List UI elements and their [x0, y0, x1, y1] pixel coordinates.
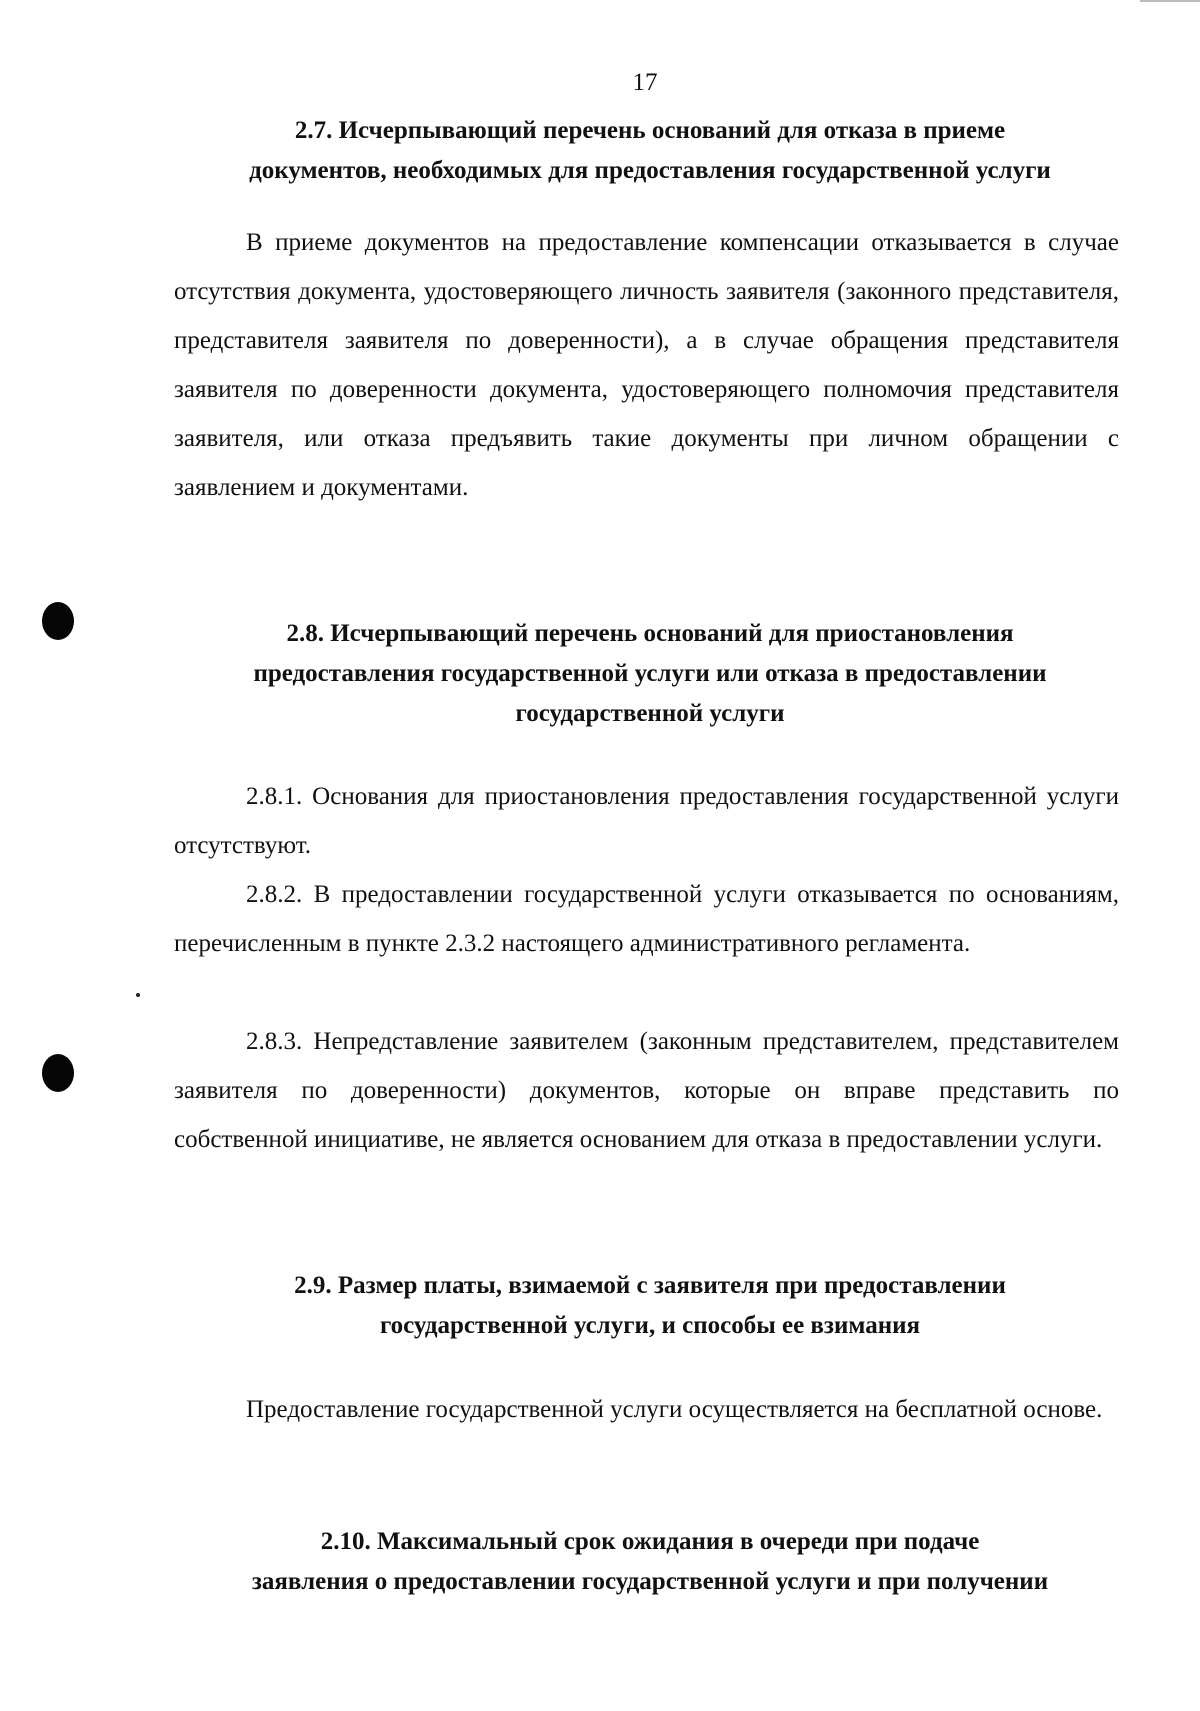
- section-2-10-heading-line2: заявления о предоставлении государственной услуги и при получении: [251, 1568, 1049, 1595]
- section-2-8-2-paragraph: 2.8.2. В предоставлении государственной услуги отказывается по основаниям, перечисленным в пункте 2.3.2 настоящего административного регламента.: [174, 881, 1119, 957]
- scan-speck: [136, 993, 140, 997]
- section-2-7-heading-line2: документов, необходимых для предоставления государственной услуги: [249, 157, 1051, 184]
- section-2-8-heading-line1: 2.8. Исчерпывающий перечень оснований для приостановления: [286, 620, 1014, 647]
- section-2-8-heading-line2: предоставления государственной услуги или отказа в предоставлении: [253, 660, 1047, 687]
- punch-hole-bottom: [42, 1054, 74, 1092]
- section-2-8-1-paragraph: 2.8.1. Основания для приостановления предоставления государственной услуги отсутствуют.: [174, 783, 1119, 859]
- section-2-7-heading-line1: 2.7. Исчерпывающий перечень оснований для отказа в приеме: [294, 117, 1006, 144]
- section-2-10-heading: [170, 1522, 1130, 1602]
- section-2-8-3-paragraph: 2.8.3. Непредставление заявителем (законным представителем, представителем заявителя по доверенности) документов, которые он вправе представить по собственной инициативе, не является основанием для отказа в предоставлении услуги.: [174, 1028, 1119, 1153]
- section-2-9-heading-line2: государственной услуги, и способы ее взимания: [379, 1312, 921, 1339]
- section-2-7-paragraph: В приеме документов на предоставление компенсации отказывается в случае отсутствия документа, удостоверяющего личность заявителя (законного представителя, представителя заявителя по доверенности), а в случае обращения представителя заявителя по доверенности документа, удостоверяющего полномочия представителя заявителя, или отказа предъявить такие документы при личном обращении с заявлением и документами.: [174, 229, 1119, 501]
- section-2-9-heading-line1: 2.9. Размер платы, взимаемой с заявителя при предоставлении: [294, 1272, 1006, 1299]
- page-number: 17: [632, 69, 658, 96]
- section-2-7-heading: [170, 111, 1130, 191]
- section-2-8-heading: [170, 614, 1130, 734]
- section-2-8-heading-line3: государственной услуги: [515, 700, 785, 727]
- section-2-9-paragraph: Предоставление государственной услуги осуществляется на бесплатной основе.: [246, 1396, 1103, 1423]
- scan-edge-line: [1140, 0, 1200, 2]
- section-2-9-heading: [170, 1266, 1130, 1346]
- punch-hole-top: [42, 602, 74, 640]
- section-2-10-heading-line1: 2.10. Максимальный срок ожидания в очереди при подаче: [320, 1528, 980, 1555]
